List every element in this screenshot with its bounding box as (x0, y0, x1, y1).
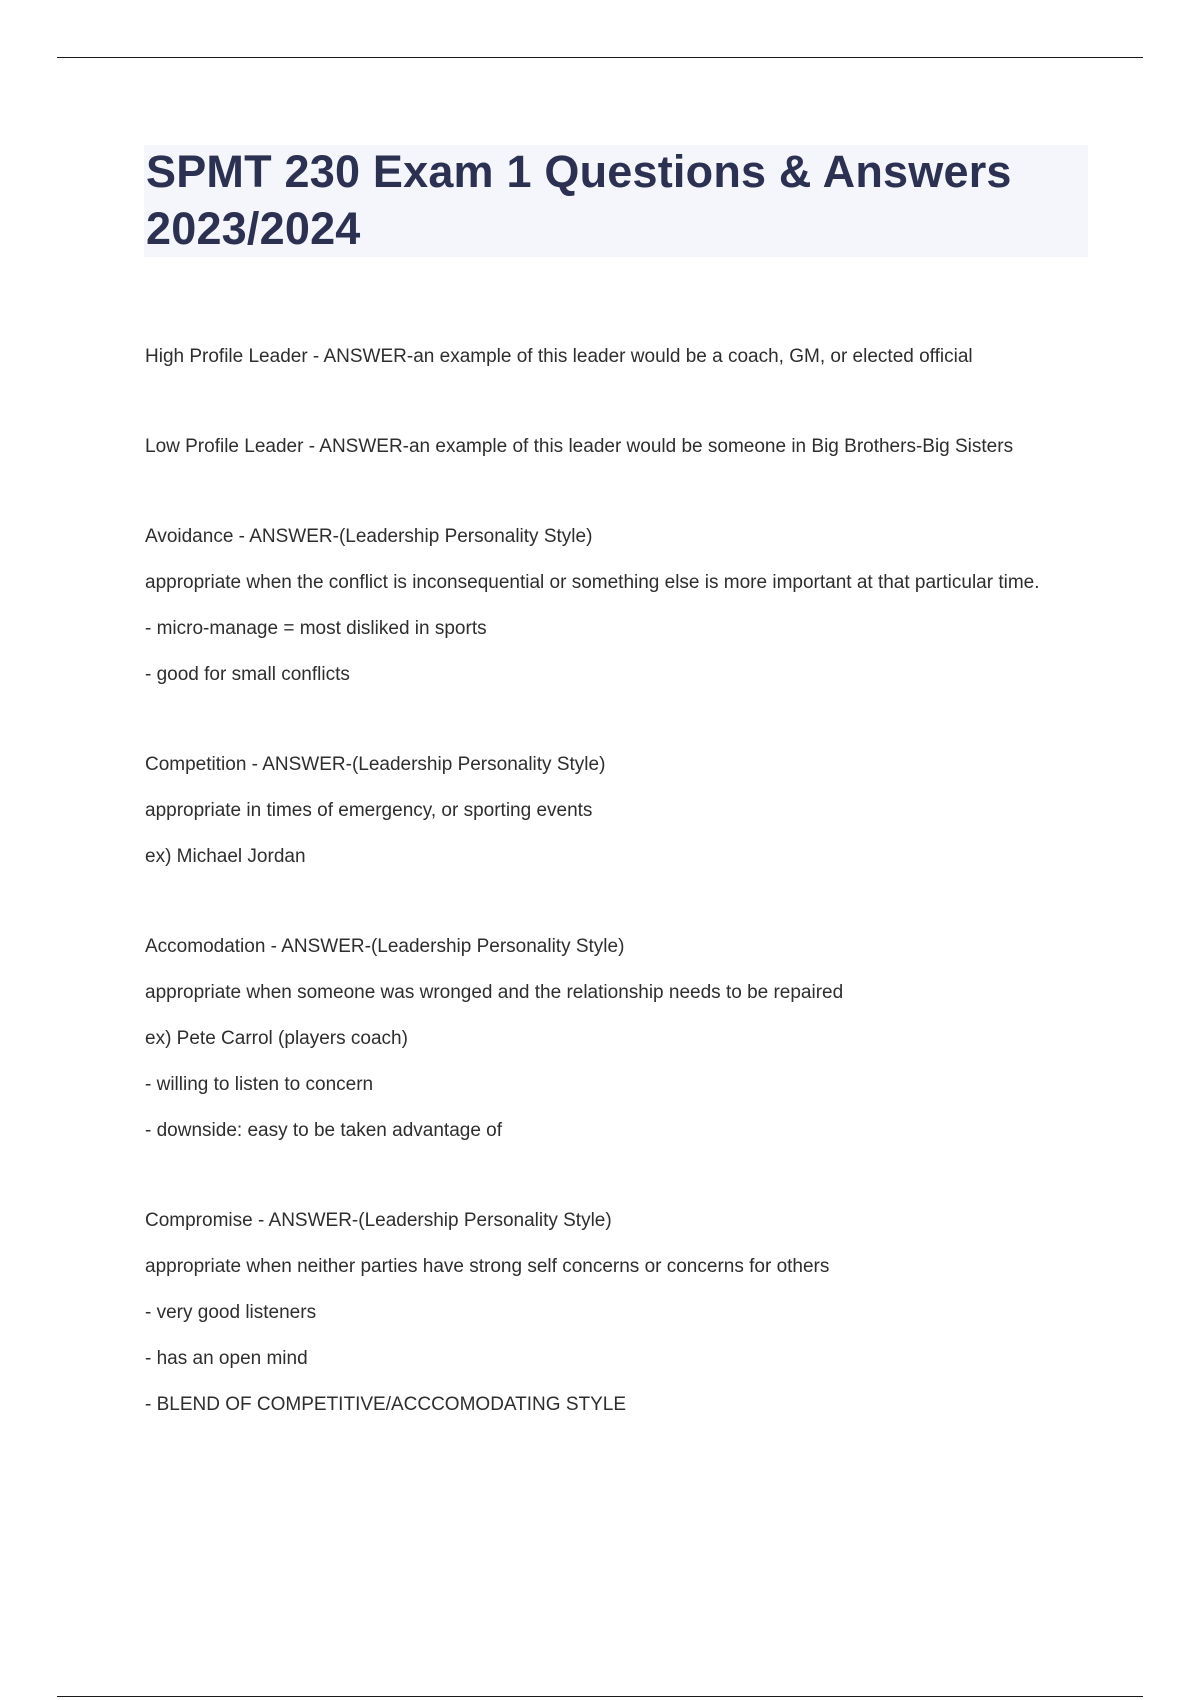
document-body (145, 343, 1090, 1419)
top-rule (57, 57, 1143, 58)
entry-line: ex) Pete Carrol (players coach) (145, 1028, 408, 1049)
entry-line: - downside: easy to be taken advantage of (145, 1120, 503, 1141)
entry-term: Low Profile Leader - ANSWER-an example of this leader would be someone in Big Brothers-Big Sisters (145, 436, 1014, 457)
qa-entry (145, 933, 1090, 1145)
qa-entry (145, 343, 1090, 371)
bottom-rule (57, 1696, 1143, 1697)
entry-line: - good for small conflicts (145, 664, 350, 685)
document-title: SPMT 230 Exam 1 Questions & Answers 2023/2024 (146, 146, 1012, 254)
entry-line: - micro-manage = most disliked in sports (145, 618, 487, 639)
entry-line: appropriate when neither parties have strong self concerns or concerns for others (145, 1256, 830, 1277)
entry-line: appropriate when the conflict is inconsequential or something else is more important at that particular time. (145, 572, 1040, 593)
qa-entry (145, 1207, 1090, 1419)
entry-line: ex) Michael Jordan (145, 846, 306, 867)
qa-entry (145, 523, 1090, 689)
entry-line: appropriate in times of emergency, or sporting events (145, 800, 593, 821)
entry-line: - BLEND OF COMPETITIVE/ACCCOMODATING STYLE (145, 1394, 627, 1415)
entry-line: appropriate when someone was wronged and the relationship needs to be repaired (145, 982, 844, 1003)
qa-entry (145, 433, 1090, 461)
entry-line: - very good listeners (145, 1302, 317, 1323)
entry-line: - willing to listen to concern (145, 1074, 374, 1095)
qa-entry (145, 751, 1090, 871)
entry-term: Accomodation - ANSWER-(Leadership Personality Style) (145, 936, 625, 957)
entry-term: Competition - ANSWER-(Leadership Personality Style) (145, 754, 606, 775)
entry-term: Compromise - ANSWER-(Leadership Personality Style) (145, 1210, 612, 1231)
entry-term: High Profile Leader - ANSWER-an example of this leader would be a coach, GM, or elected official (145, 346, 973, 367)
entry-line: - has an open mind (145, 1348, 308, 1369)
entry-term: Avoidance - ANSWER-(Leadership Personality Style) (145, 526, 593, 547)
